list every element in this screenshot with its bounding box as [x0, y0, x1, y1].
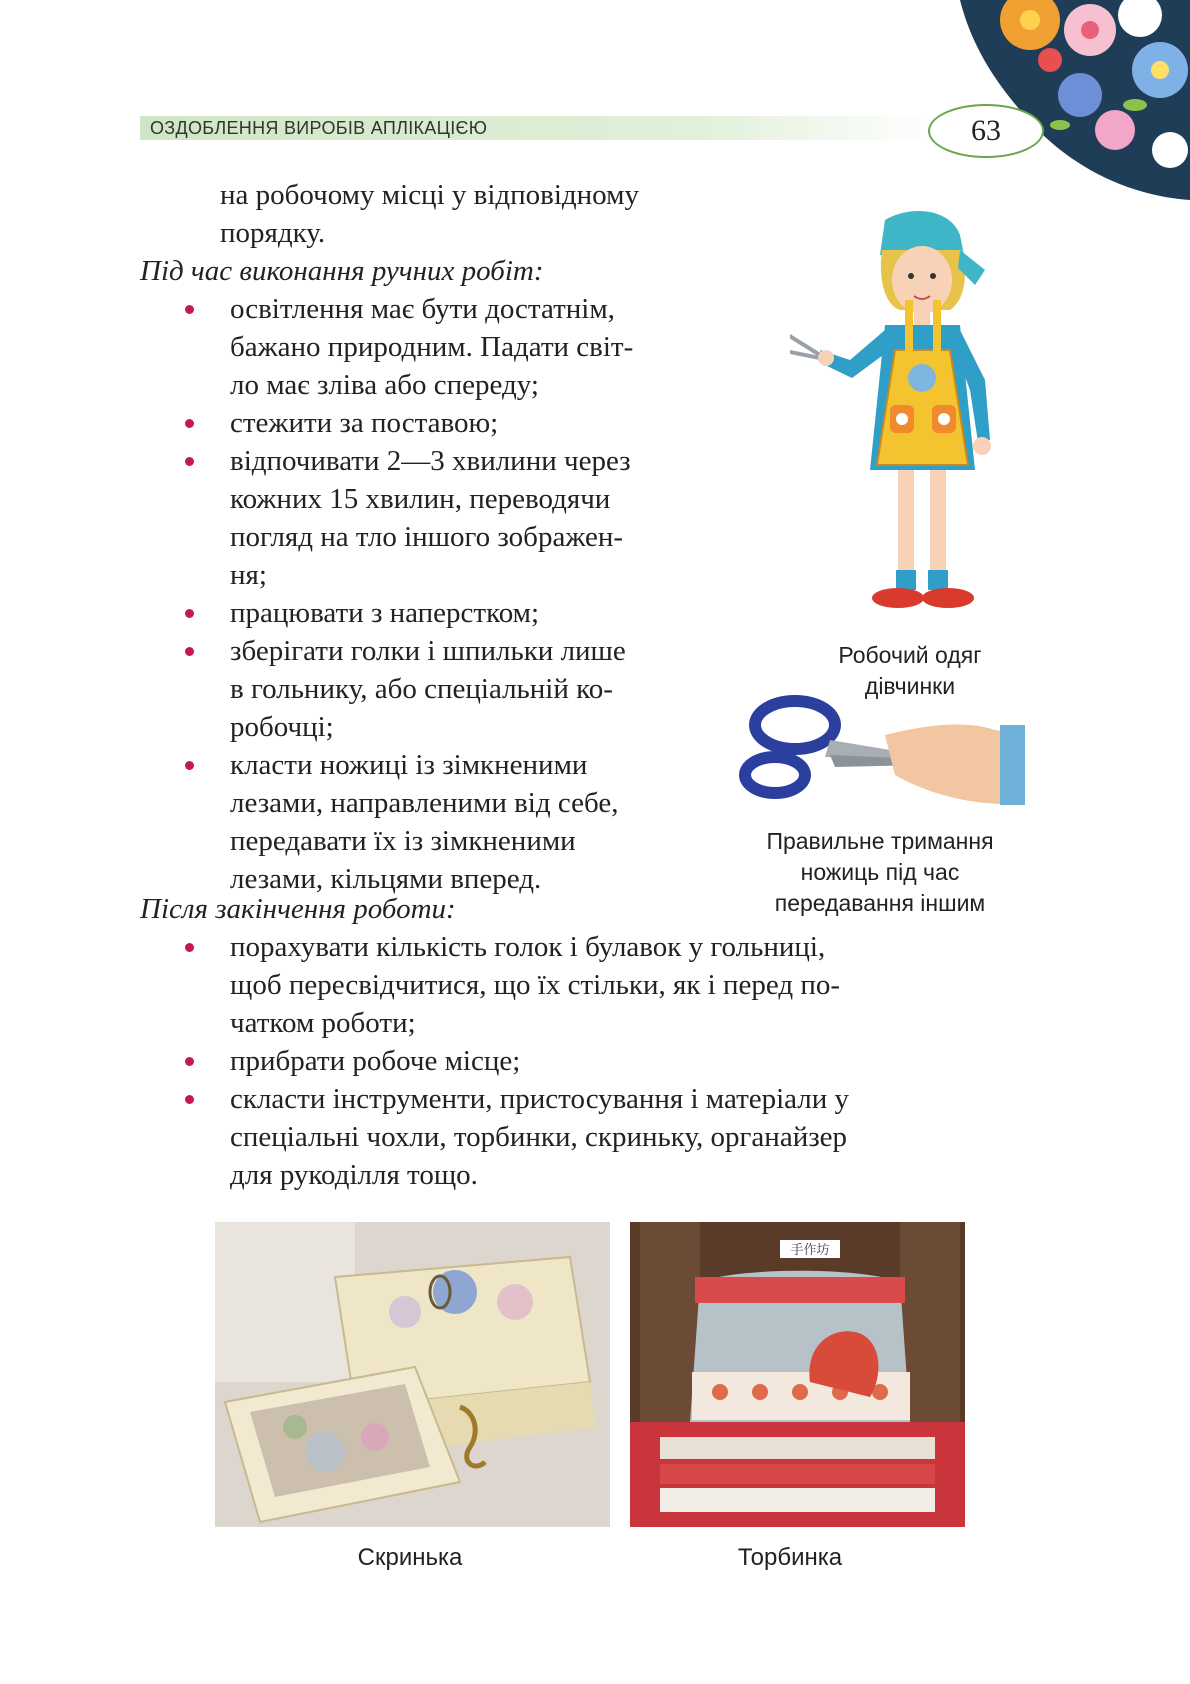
box-caption: Скринька	[357, 1544, 463, 1571]
box-photo	[215, 1222, 610, 1527]
continuation-line-1: на робочому місці у відповідному	[220, 179, 639, 211]
list-item: працювати з наперстком;	[140, 594, 760, 632]
during-work-heading: Під час виконання ручних робіт:	[140, 255, 544, 287]
list-item: скласти інструменти, пристосування і матеріали у спеціальні чохли, торбинки, скриньку, органайзер для рукоділля тощо.	[140, 1080, 1040, 1194]
girl-illustration	[790, 200, 1030, 630]
floral-corner-decoration	[940, 0, 1190, 200]
bag-photo	[630, 1222, 965, 1527]
list-item: класти ножиці із зімкненими лезами, направленими від себе, передавати їх із зімкненими лезами, кільцями вперед.	[140, 746, 760, 898]
section-title: ОЗДОБЛЕННЯ ВИРОБІВ АПЛІКАЦІЄЮ	[150, 118, 488, 138]
list-item: відпочивати 2—3 хвилини через кожних 15 хвилин, переводячи погляд на тло іншого зображен- ня;	[140, 442, 760, 594]
list-item: освітлення має бути достатнім, бажано природним. Падати світ- ло має зліва або спереду;	[140, 290, 760, 404]
top-text-block	[140, 176, 760, 898]
after-work-list	[140, 928, 1040, 1194]
during-work-list	[140, 290, 760, 898]
list-item: зберігати голки і шпильки лише в гольнику, або спеціальній ко- робочці;	[140, 632, 760, 746]
after-work-heading: Після закінчення роботи:	[140, 893, 456, 925]
scissors-hand-illustration	[735, 695, 1025, 820]
bag-label-text: 手作坊	[790, 1243, 830, 1258]
scissors-caption: Правильне тримання ножиць під час передавання іншим	[766, 828, 994, 916]
after-work-block	[140, 890, 1040, 1194]
page-number: 63	[928, 104, 1044, 158]
girl-caption: Робочий одяг дівчинки	[838, 642, 982, 699]
list-item: стежити за поставою;	[140, 404, 760, 442]
list-item: прибрати робоче місце;	[140, 1042, 1040, 1080]
bag-caption: Торбинка	[737, 1544, 843, 1571]
continuation-line-2: порядку.	[220, 217, 326, 249]
list-item: порахувати кількість голок і булавок у гольниці, щоб пересвідчитися, що їх стільки, як і перед по- чатком роботи;	[140, 928, 1040, 1042]
